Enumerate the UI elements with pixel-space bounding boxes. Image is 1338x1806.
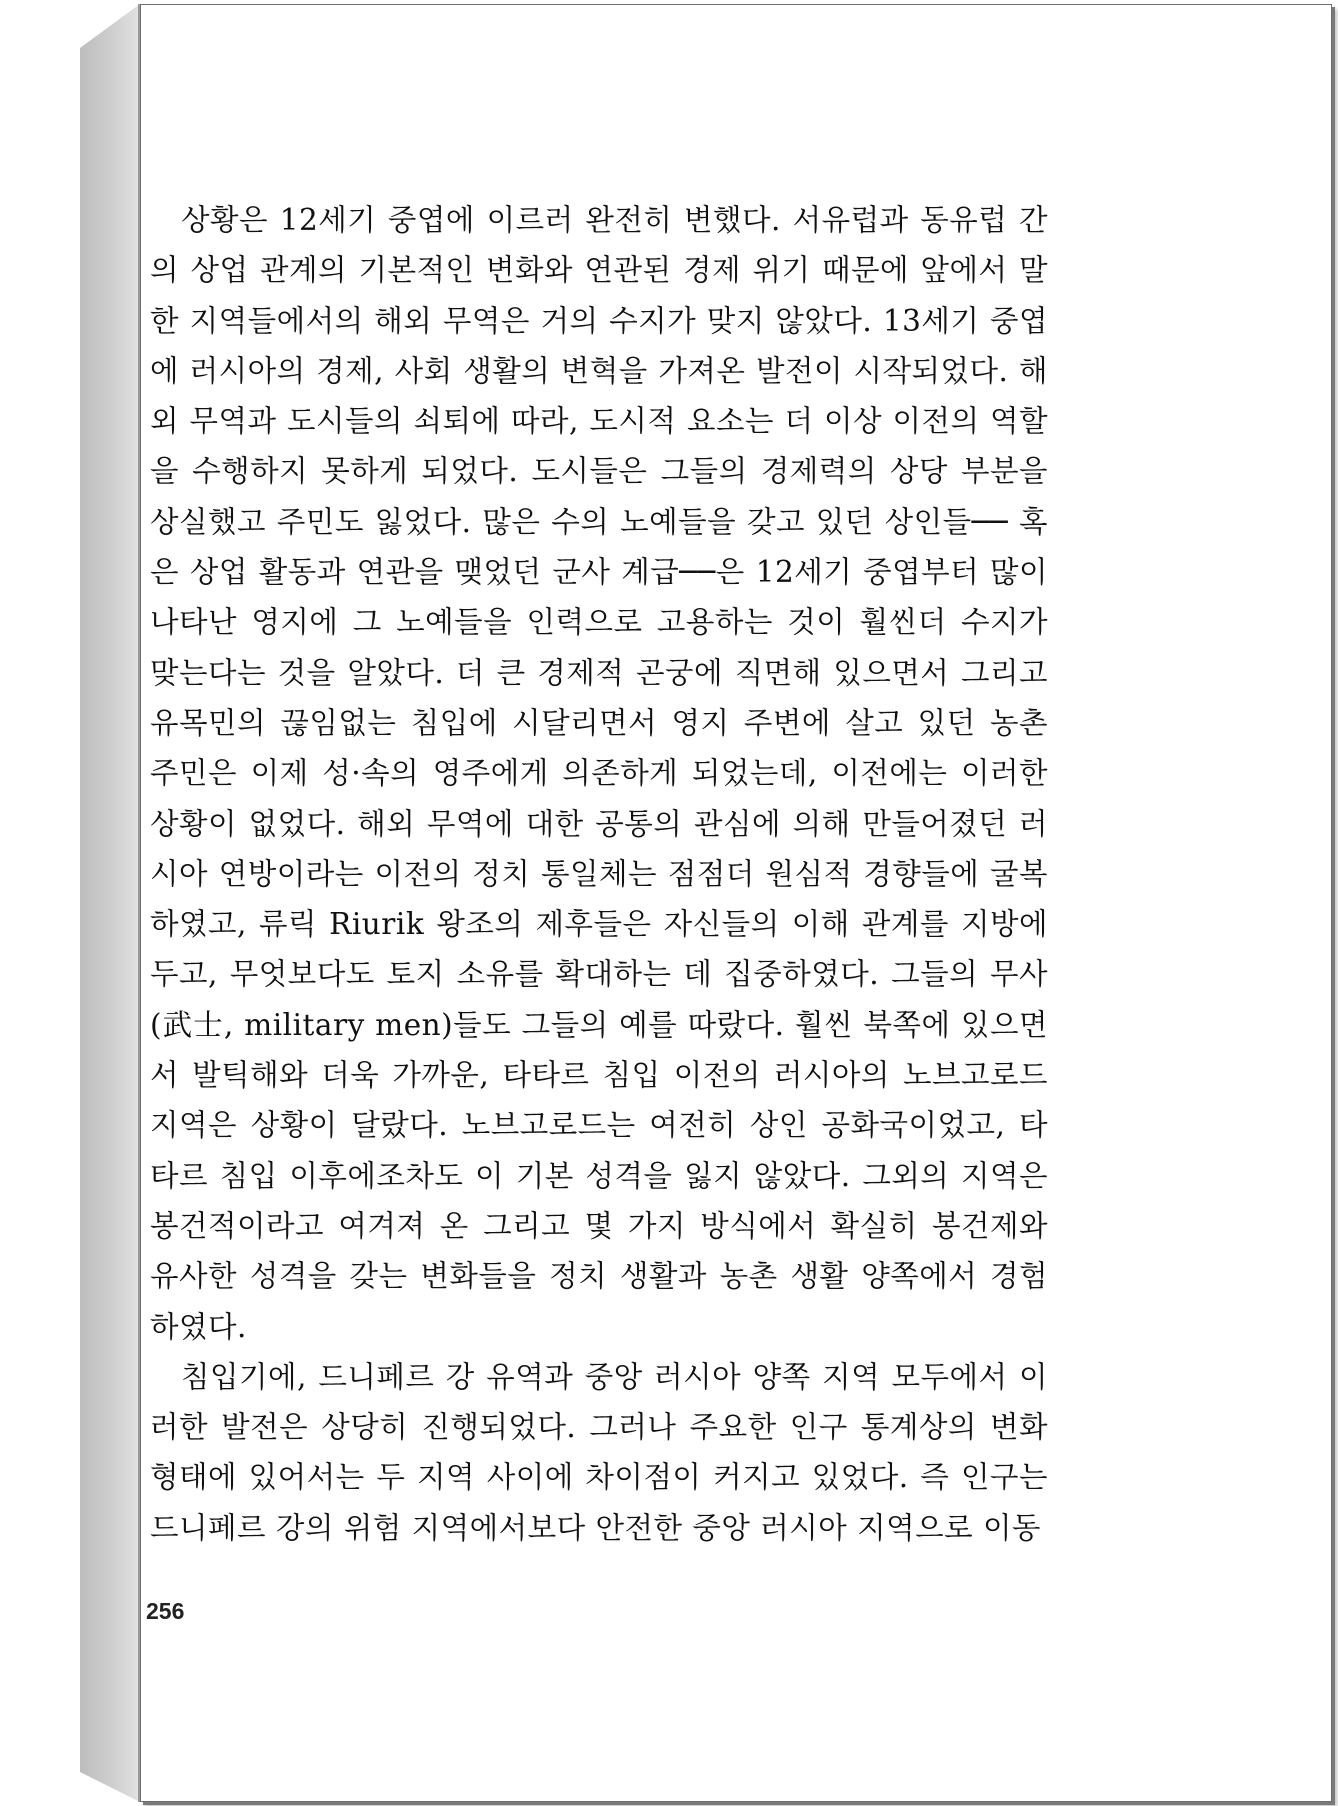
page-body-text bbox=[150, 195, 1048, 1553]
book-spine bbox=[80, 4, 140, 1802]
paragraph-1: 상황은 12세기 중엽에 이르러 완전히 변했다. 서유럽과 동유럽 간의 상업 관계의 기본적인 변화와 연관된 경제 위기 때문에 앞에서 말한 지역들에서의 해외 무역은 거의 수지가 맞지 않았다. 13세기 중엽에 러시아의 경제, 사회 생활의 변혁을 가져온 발전이 시작되었다. 해외 무역과 도시들의 쇠퇴에 따라, 도시적 요소는 더 이상 이전의 역할을 수행하지 못하게 되었다. 도시들은 그들의 경제력의 상당 부분을 상실했고 주민도 잃었다. 많은 수의 노예들을 갖고 있던 상인들── 혹은 상업 활동과 연관을 맺었던 군사 계급──은 12세기 중엽부터 많이 나타난 영지에 그 노예들을 인력으로 고용하는 것이 훨씬더 수지가 맞는다는 것을 알았다. 더 큰 경제적 곤궁에 직면해 있으면서 그리고 유목민의 끊임없는 침입에 시달리면서 영지 주변에 살고 있던 농촌 주민은 이제 성·속의 영주에게 의존하게 되었는데, 이전에는 이러한 상황이 없었다. 해외 무역에 대한 공통의 관심에 의해 만들어졌던 러시아 연방이라는 이전의 정치 통일체는 점점더 원심적 경향들에 굴복하였고, 류릭 Riurik 왕조의 제후들은 자신들의 이해 관계를 지방에 두고, 무엇보다도 토지 소유를 확대하는 데 집중하였다. 그들의 무사(武士, military men)들도 그들의 예를 따랐다. 훨씬 북쪽에 있으면서 발틱해와 더욱 가까운, 타타르 침입 이전의 러시아의 노브고로드 지역은 상황이 달랐다. 노브고로드는 여전히 상인 공화국이었고, 타타르 침입 이후에조차도 이 기본 성격을 잃지 않았다. 그외의 지역은 봉건적이라고 여겨져 온 그리고 몇 가지 방식에서 확실히 봉건제와 유사한 성격을 갖는 변화들을 정치 생활과 농촌 생활 양쪽에서 경험하였다. bbox=[150, 203, 1048, 1344]
paragraph-2: 침입기에, 드니페르 강 유역과 중앙 러시아 양쪽 지역 모두에서 이러한 발전은 상당히 진행되었다. 그러나 주요한 인구 통계상의 변화 형태에 있어서는 두 지역 사이에 차이점이 커지고 있었다. 즉 인구는 드니페르 강의 위험 지역에서보다 안전한 중앙 러시아 지역으로 이동 bbox=[150, 1359, 1048, 1545]
page-number: 256 bbox=[146, 1598, 185, 1624]
